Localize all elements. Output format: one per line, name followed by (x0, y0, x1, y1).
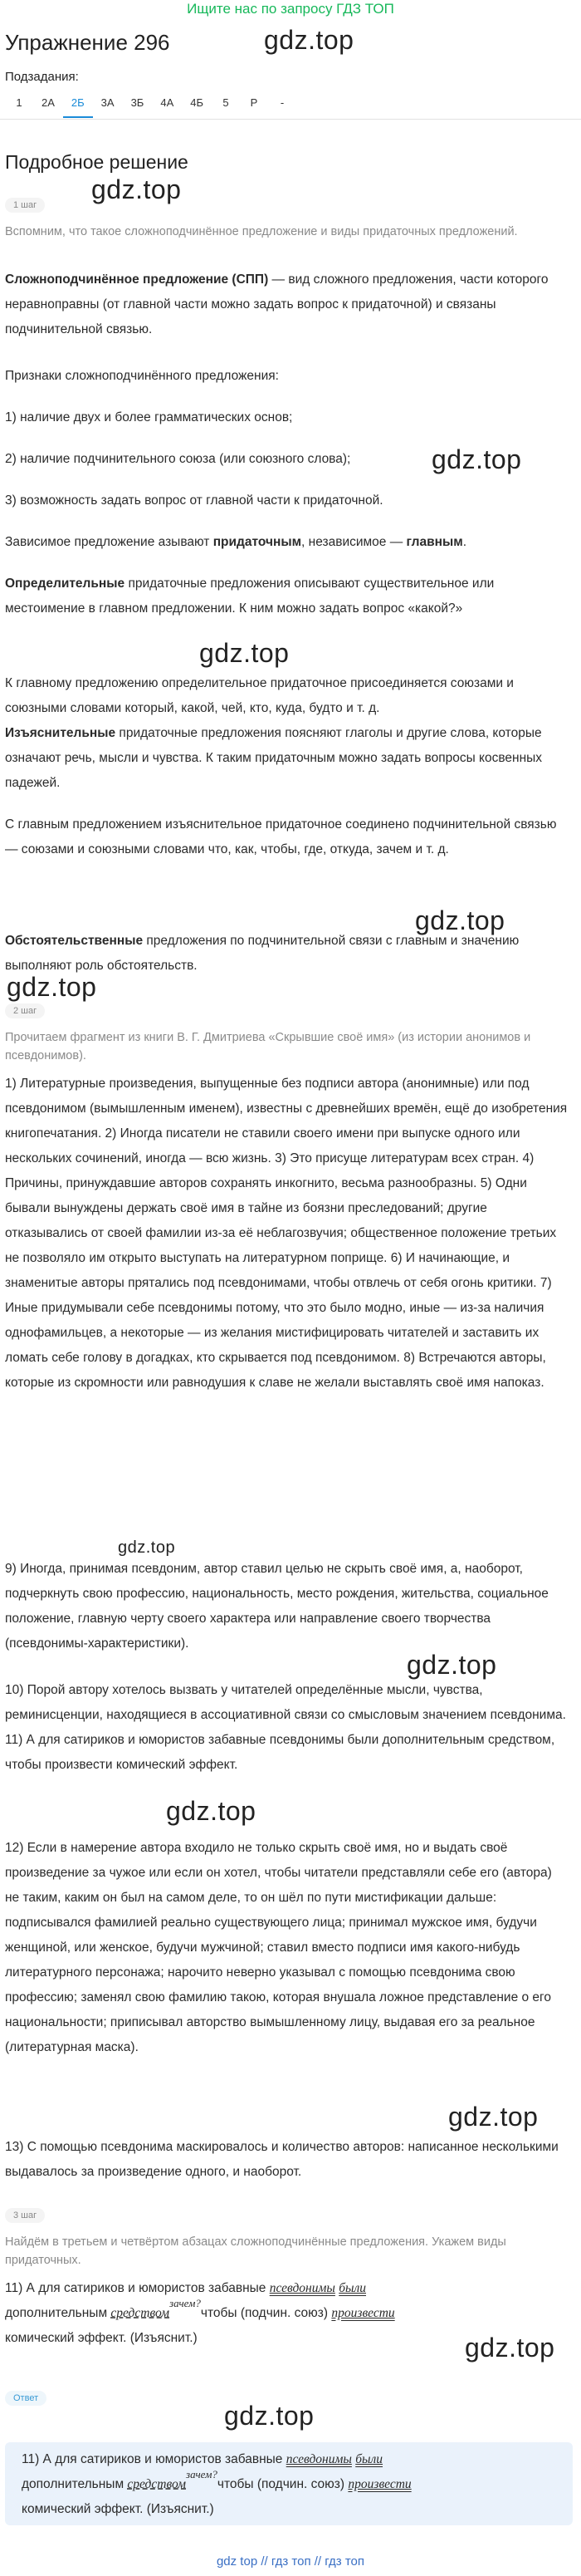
subtask-tab[interactable]: 4А (160, 96, 174, 109)
term: Обстоятельственные (5, 934, 144, 948)
subtasks-label: Подзадания: (5, 70, 79, 84)
subtask-tab[interactable]: 1 (16, 96, 22, 109)
subtask-tab[interactable]: Р (250, 96, 258, 109)
term: главным (406, 535, 463, 549)
search-hint-link[interactable]: Ищите нас по запросу ГДЗ ТОП (187, 1, 394, 17)
sign-item: 1) наличие двух и более грамматических основ; (5, 410, 293, 424)
text: придаточные предложения описывают существительное или местоимение в главном предложении. К ним можно задать вопрос «какой?» (5, 577, 495, 616)
question-arrow: зачем? (186, 2468, 217, 2480)
text-paragraph: 9) Иногда, принимая псевдоним, автор ставил целью не скрыть своё имя, а, наоборот, подчеркнуть свою профессию, национальность, место рождения, жительства, социальное положение, главную черту своего характера или направление своего творчества (псевдонимы-характеристики). (5, 1562, 549, 1651)
sign-item: 3) возможность задать вопрос от главной части к придаточной. (5, 493, 383, 508)
dependent-paragraph (5, 530, 569, 555)
watermark: gdz.top (407, 1650, 497, 1680)
step-note: Найдём в третьем и четвёртом абзацах сложноподчинённые предложения. Укажем виды придаточных. (5, 2235, 506, 2267)
watermark: gdz.top (199, 638, 290, 668)
text: дополнительным (5, 2306, 111, 2320)
watermark: gdz.top (264, 25, 354, 55)
predicate: произвести (331, 2306, 395, 2320)
exercise-title: Упражнение 296 (5, 30, 170, 55)
term: Сложноподчинённое предложение (СПП) (5, 272, 269, 287)
step-badge: 2 шаг (5, 1003, 45, 1018)
subtask-tab[interactable]: 3Б (130, 96, 144, 109)
watermark: gdz.top (432, 444, 522, 474)
subtask-tab-active[interactable]: 2Б (63, 88, 93, 118)
explanatory-paragraph-2: С главным предложением изъяснительное придаточное соединено подчинительной связью — союзами и союзными словами что, как, чтобы, где, откуда, зачем и т. д. (5, 817, 557, 856)
sign-item: 2) наличие подчинительного союза (или союзного слова); (5, 452, 351, 466)
text: чтобы (подчин. союз) (200, 2306, 332, 2320)
subject: псевдонимы (286, 2452, 352, 2466)
attributive-paragraph (5, 572, 569, 621)
watermark: gdz.top (118, 1538, 176, 1557)
object: средством (110, 2306, 170, 2320)
step-badge: 3 шаг (5, 2208, 45, 2223)
subtask-tab[interactable]: 5 (222, 96, 229, 109)
watermark: gdz.top (224, 2401, 315, 2431)
term: Изъяснительные (5, 726, 116, 740)
predicate: произвести (348, 2477, 412, 2491)
text: 11) А для сатириков и юмористов забавные (22, 2452, 286, 2466)
footer-links[interactable]: gdz top // гдз топ // гдз топ (216, 2554, 365, 2569)
watermark: gdz.top (448, 2102, 539, 2132)
section-title: Подробное решение (5, 151, 188, 173)
subtask-tab[interactable]: - (280, 96, 285, 109)
subtask-tab[interactable]: 3А (100, 96, 115, 109)
adverbial-paragraph (5, 929, 569, 979)
subtask-tab[interactable]: 2А (42, 96, 55, 109)
text: . (462, 535, 466, 549)
step-note: Прочитаем фрагмент из книги В. Г. Дмитриева «Скрывшие своё имя» (из истории анонимов и псевдонимов). (5, 1031, 531, 1062)
attributive-paragraph-2: К главному предложению определительное придаточное присоединяется союзами и союзными словами который, какой, чей, кто, куда, будто и т. д. (5, 676, 514, 715)
watermark: gdz.top (415, 905, 505, 935)
text-paragraph: 10) Порой автору хотелось вызвать у читателей определённые мысли, чувства, реминисценции, находящиеся в ассоциативной связи со смысловым значением псевдонима. 11) А для сатириков и юмористов забавные псевдонимы были дополнительным средством, чтобы произвести комический эффект. (5, 1683, 566, 1772)
text-paragraph: 12) Если в намерение автора входило не только скрыть своё имя, но и выдать своё произведение за чужое или если он хотел, чтобы читатели представляли себе его (автора) не таким, каким он был на самом деле, то он шёл по пути мистификации дальше: подписывался фамилией реально существующего лица; принимал мужское имя, будучи женщиной, или женское, будучи мужчиной; ставил вместо подписи имя какого-нибудь литературного персонажа; нарочито неверно указывал с помощью псевдонима свою профессию; заменял свою фамилию такою, которая внушала ложное представление о его национальности; приписывал авторство вымышленному лицу, выдавая его за реальное (литературная маска). (5, 1841, 552, 2054)
subject: псевдонимы (269, 2281, 335, 2295)
text-paragraph: 1) Литературные произведения, выпущенные без подписи автора (анонимные) или под псевдонимом (вымышленным именем), известны с древнейших времён, ещё до изобретения книгопечатания. 2) Иногда писатели не ставили своего имени при выпуске одного или нескольких сочинений, иногда — всю жизнь. 3) Это присуще литературам всех стран. 4) Причины, принуждавшие авторов сохранять инкогнито, весьма разнообразны. 5) Одни бывали вынуждены держать своё имя в тайне из боязни преследований; другие отказывались от своей фамилии из-за её неблагозвучия; общественное положение третьих не позволяло им открыто выступать на литературном поприще. 6) И начинающие, и знаменитые авторы прятались под псевдонимами, чтобы отвлечь от себя огонь критики. 7) Иные придумывали себе псевдонимы потому, что это было модно, иные — из-за наличия однофамильцев, а некоторые — из желания мистифицировать читателей и заставить их ломать себе голову в догадках, кто скрывается под псевдонимом. 8) Встречаются авторы, которые из скромности или равнодушия к славе не желали выставлять своё имя напоказ. (5, 1077, 568, 1390)
text: , независимое — (301, 535, 407, 549)
step-note: Вспомним, что такое сложноподчинённое предложение и виды придаточных предложений. (5, 225, 518, 238)
text: Зависимое предложение азывают (5, 535, 213, 549)
term: придаточным (212, 535, 302, 549)
predicate: были (355, 2452, 383, 2466)
text: чтобы (подчин. союз) (217, 2477, 349, 2491)
explanatory-paragraph (5, 721, 569, 796)
subtasks-tabs (5, 88, 296, 118)
text: придаточные предложения поясняют глаголы и другие слова, которые означают речь, мысли и чувства. К таким придаточным можно задать вопросы косвенных падежей. (5, 726, 543, 790)
term: Определительные (5, 577, 125, 591)
definition-text: — вид сложного предложения, части которого неравноправны (от главной части можно задать вопрос к придаточной) и связаны подчинительной связью. (5, 272, 549, 336)
text: комический эффект. (Изъяснит.) (5, 2331, 198, 2345)
text: предложения по подчинительной связи с главным и значению выполняют роль обстоятельств. (5, 934, 520, 973)
watermark: gdz.top (465, 2333, 555, 2363)
question-arrow: зачем? (169, 2297, 201, 2309)
text: комический эффект. (Изъяснит.) (22, 2502, 214, 2516)
watermark: gdz.top (91, 174, 182, 204)
answer-badge: Ответ (5, 2391, 46, 2406)
watermark: gdz.top (166, 1796, 256, 1826)
watermark: gdz.top (7, 972, 97, 1002)
predicate: были (339, 2281, 367, 2295)
definition-paragraph (5, 267, 569, 342)
step-badge: 1 шаг (5, 198, 45, 213)
object: средством (127, 2477, 187, 2491)
text: дополнительным (22, 2477, 128, 2491)
answer-sentence (22, 2447, 561, 2522)
divider (0, 119, 581, 120)
text-paragraph: 13) С помощью псевдонима маскировалось и количество авторов: написанное несколькими выдавалось за произведение одного, и наоборот. (5, 2140, 559, 2179)
text: 11) А для сатириков и юмористов забавные (5, 2281, 270, 2295)
signs-title: Признаки сложноподчинённого предложения: (5, 369, 279, 383)
subtask-tab[interactable]: 4Б (190, 96, 204, 109)
